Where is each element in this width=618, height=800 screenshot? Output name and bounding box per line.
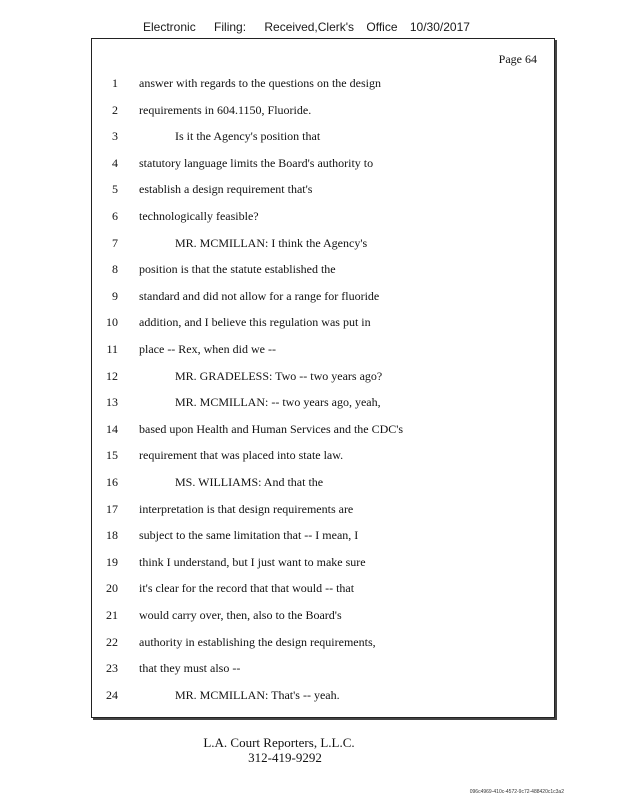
line-number: 12 [106,368,118,383]
line-text: it's clear for the record that that would -- that [139,581,355,596]
line-number: 13 [106,395,118,410]
line-text: MR. MCMILLAN: I think the Agency's [175,235,368,250]
line-number: 15 [106,448,118,463]
line-number: 17 [106,501,118,516]
line-number: 19 [106,554,118,569]
line-text: statutory language limits the Board's authority to [139,155,374,170]
line-number: 14 [106,421,118,436]
line-text: MR. MCMILLAN: That's -- yeah. [175,687,340,702]
line-text: think I understand, but I just want to make sure [139,554,366,569]
line-number: 10 [106,315,118,330]
line-number: 1 [112,76,118,90]
transcript-page [91,38,555,718]
page-number: Page 64 [498,52,537,66]
line-number: 8 [112,262,118,277]
line-text: requirements in 604.1150, Fluoride. [139,102,312,117]
line-number: 24 [106,687,118,702]
filing-received: Received,Clerk's [264,20,355,34]
filing-office: Office [366,20,398,34]
line-text: standard and did not allow for a range for fluoride [139,288,380,303]
line-number: 11 [106,342,118,356]
line-number: 6 [112,209,118,223]
line-number: 16 [106,475,118,489]
line-text: answer with regards to the questions on the design [139,76,381,90]
line-text: interpretation is that design requirements are [139,501,354,516]
line-number: 2 [112,102,118,117]
line-number: 5 [112,182,118,197]
line-number: 4 [112,155,118,170]
line-number: 21 [106,608,118,622]
line-number: 7 [112,235,118,250]
line-text: subject to the same limitation that -- I mean, I [139,528,359,543]
line-number: 20 [106,581,118,596]
line-text: MR. GRADELESS: Two -- two years ago? [175,368,383,383]
line-text: addition, and I believe this regulation was put in [139,315,371,330]
line-number: 22 [106,634,118,649]
line-text: MR. MCMILLAN: -- two years ago, yeah, [175,395,381,410]
line-text: MS. WILLIAMS: And that the [175,475,324,489]
line-text: would carry over, then, also to the Board's [139,608,342,622]
line-text: authority in establishing the design requirements, [139,634,376,649]
line-text: establish a design requirement that's [139,182,313,197]
line-text: Is it the Agency's position that [175,129,321,144]
filing-electronic: Electronic [143,20,196,34]
line-text: based upon Health and Human Services and the CDC's [139,421,404,436]
reporter-company: L.A. Court Reporters, L.L.C. [203,735,355,750]
line-number: 9 [112,288,118,303]
line-text: that they must also -- [139,661,241,676]
reporter-phone: 312-419-9292 [248,750,322,765]
line-text: technologically feasible? [139,209,259,223]
line-number: 18 [106,528,118,543]
line-text: requirement that was placed into state law. [139,448,344,463]
document-id: 096c4969-410c-4572-9c72-488420c1c3a2 [469,789,564,795]
line-number: 3 [112,129,118,144]
filing-date: 10/30/2017 [409,20,470,34]
line-number: 23 [106,661,118,676]
line-text: place -- Rex, when did we -- [139,342,276,356]
filing-stamp-header [143,20,484,34]
filing-label: Filing: [214,20,247,34]
line-text: position is that the statute established the [139,262,336,277]
